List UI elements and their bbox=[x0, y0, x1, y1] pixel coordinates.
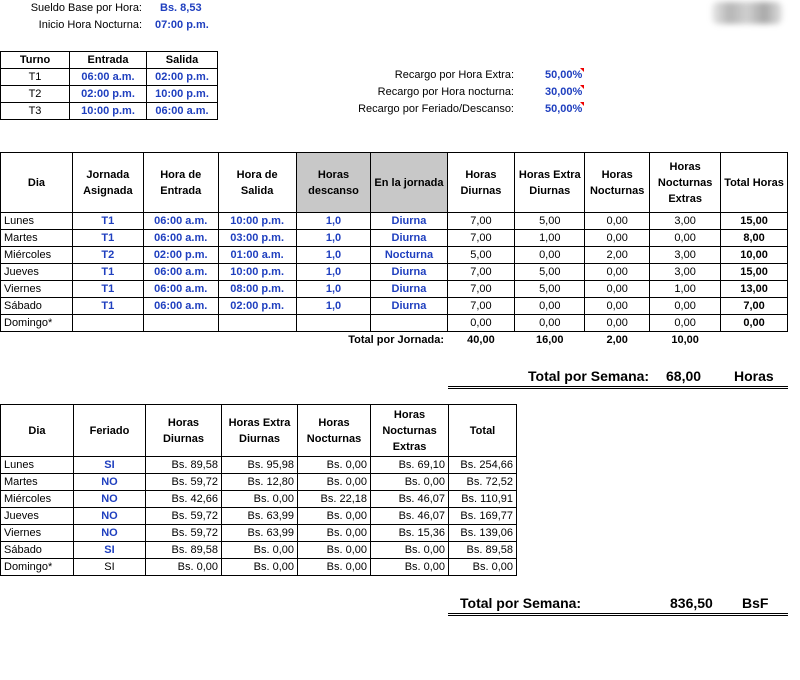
pay-cell-diurnas: Bs. 59,72 bbox=[145, 474, 221, 491]
hours-header-extra-diurnas: Horas Extra Diurnas bbox=[515, 153, 585, 213]
pay-cell-extra-diurnas: Bs. 95,98 bbox=[221, 457, 297, 474]
hours-cell-entry[interactable]: 06:00 a.m. bbox=[143, 264, 218, 281]
surcharge-night-value[interactable]: 30,00% bbox=[545, 86, 583, 98]
hours-cell-entry[interactable]: 06:00 a.m. bbox=[143, 230, 218, 247]
hours-cell-rest[interactable]: 1,0 bbox=[296, 264, 371, 281]
pay-cell-extra-diurnas: Bs. 0,00 bbox=[221, 559, 297, 576]
pay-cell-total: Bs. 89,58 bbox=[449, 542, 517, 559]
hours-row bbox=[1, 247, 788, 264]
pay-cell-day: Lunes bbox=[1, 457, 74, 474]
hours-cell-exit[interactable]: 10:00 p.m. bbox=[218, 213, 296, 230]
pay-row bbox=[1, 491, 517, 508]
hours-header-dia: Dia bbox=[1, 153, 73, 213]
pay-cell-holiday[interactable]: NO bbox=[73, 508, 145, 525]
hours-header-jornada: Jornada Asignada bbox=[72, 153, 143, 213]
hours-cell-diurnas: 5,00 bbox=[447, 247, 515, 264]
hours-header-descanso: Horas descanso bbox=[296, 153, 371, 213]
pay-cell-nocturnas-extras: Bs. 0,00 bbox=[371, 542, 449, 559]
pay-cell-holiday[interactable]: NO bbox=[73, 474, 145, 491]
pay-cell-nocturnas: Bs. 0,00 bbox=[298, 525, 371, 542]
hours-header-entrada: Hora de Entrada bbox=[143, 153, 218, 213]
hours-cell-nocturnas: 0,00 bbox=[585, 230, 650, 247]
hours-cell-extra-diurnas: 1,00 bbox=[515, 230, 585, 247]
pay-cell-total: Bs. 169,77 bbox=[449, 508, 517, 525]
hours-week-label: Total por Semana: bbox=[528, 368, 650, 384]
pay-row bbox=[1, 542, 517, 559]
hours-cell-type[interactable]: Nocturna bbox=[371, 247, 447, 264]
hours-cell-entry[interactable] bbox=[143, 315, 218, 332]
pay-cell-diurnas: Bs. 0,00 bbox=[145, 559, 221, 576]
hours-total-diurnas: 40,00 bbox=[467, 334, 495, 347]
hours-row bbox=[1, 281, 788, 298]
hours-total-nocturnas-extras: 10,00 bbox=[671, 334, 699, 347]
hours-header-nocturnas-extras: Horas Nocturnas Extras bbox=[650, 153, 721, 213]
pay-cell-day: Miércoles bbox=[1, 491, 74, 508]
base-salary-label: Sueldo Base por Hora: bbox=[30, 2, 142, 14]
hours-cell-exit[interactable]: 01:00 a.m. bbox=[218, 247, 296, 264]
pay-cell-nocturnas-extras: Bs. 0,00 bbox=[371, 559, 449, 576]
hours-header-diurnas: Horas Diurnas bbox=[447, 153, 515, 213]
pay-row bbox=[1, 508, 517, 525]
pay-cell-nocturnas: Bs. 0,00 bbox=[298, 457, 371, 474]
shift-table bbox=[0, 51, 218, 120]
pay-cell-day: Jueves bbox=[1, 508, 74, 525]
shift-row bbox=[1, 86, 218, 103]
hours-cell-rest[interactable]: 1,0 bbox=[296, 247, 371, 264]
shift-name: T3 bbox=[1, 103, 70, 120]
hours-cell-type[interactable] bbox=[371, 315, 447, 332]
hours-cell-total: 0,00 bbox=[721, 315, 788, 332]
pay-cell-nocturnas-extras: Bs. 15,36 bbox=[371, 525, 449, 542]
pay-cell-nocturnas-extras: Bs. 46,07 bbox=[371, 508, 449, 525]
surcharge-holiday-label: Recargo por Feriado/Descanso: bbox=[358, 103, 514, 115]
surcharge-extra-value[interactable]: 50,00% bbox=[545, 69, 583, 81]
pay-row bbox=[1, 457, 517, 474]
pay-cell-day: Domingo* bbox=[1, 559, 74, 576]
hours-header-salida: Hora de Salida bbox=[218, 153, 296, 213]
pay-cell-total: Bs. 72,52 bbox=[449, 474, 517, 491]
pay-cell-holiday[interactable]: NO bbox=[73, 491, 145, 508]
pay-header-total: Total bbox=[449, 405, 517, 457]
pay-cell-day: Sábado bbox=[1, 542, 74, 559]
hours-cell-entry[interactable]: 06:00 a.m. bbox=[143, 298, 218, 315]
hours-cell-total: 13,00 bbox=[721, 281, 788, 298]
pay-cell-extra-diurnas: Bs. 0,00 bbox=[221, 542, 297, 559]
pay-header-diurnas: Horas Diurnas bbox=[145, 405, 221, 457]
hours-cell-diurnas: 7,00 bbox=[447, 264, 515, 281]
shift-header-salida: Salida bbox=[147, 52, 218, 69]
hours-cell-total: 15,00 bbox=[721, 213, 788, 230]
hours-cell-extra-diurnas: 5,00 bbox=[515, 281, 585, 298]
pay-cell-extra-diurnas: Bs. 12,80 bbox=[221, 474, 297, 491]
hours-cell-exit[interactable] bbox=[218, 315, 296, 332]
pay-cell-diurnas: Bs. 59,72 bbox=[145, 525, 221, 542]
hours-cell-extra-diurnas: 0,00 bbox=[515, 298, 585, 315]
hours-cell-diurnas: 7,00 bbox=[447, 230, 515, 247]
pay-cell-nocturnas: Bs. 22,18 bbox=[298, 491, 371, 508]
hours-cell-nocturnas: 0,00 bbox=[585, 281, 650, 298]
hours-cell-type[interactable]: Diurna bbox=[371, 213, 447, 230]
hours-cell-type[interactable]: Diurna bbox=[371, 264, 447, 281]
hours-row bbox=[1, 298, 788, 315]
base-salary-value[interactable]: Bs. 8,53 bbox=[160, 2, 202, 14]
hours-total-nocturnas: 2,00 bbox=[606, 334, 628, 347]
shift-entry[interactable]: 10:00 p.m. bbox=[70, 103, 147, 120]
pay-row bbox=[1, 525, 517, 542]
hours-cell-shift[interactable]: T1 bbox=[72, 230, 143, 247]
hours-cell-day: Viernes bbox=[1, 281, 73, 298]
pay-cell-holiday[interactable]: NO bbox=[73, 525, 145, 542]
hours-cell-nocturnas-extras: 0,00 bbox=[650, 315, 721, 332]
hours-row bbox=[1, 315, 788, 332]
pay-row bbox=[1, 474, 517, 491]
pay-cell-total: Bs. 139,06 bbox=[449, 525, 517, 542]
hours-table bbox=[0, 152, 788, 349]
shift-header-turno: Turno bbox=[1, 52, 70, 69]
hours-cell-shift[interactable] bbox=[72, 315, 143, 332]
pay-cell-day: Viernes bbox=[1, 525, 74, 542]
shift-entry[interactable]: 02:00 p.m. bbox=[70, 86, 147, 103]
shift-name: T1 bbox=[1, 69, 70, 86]
hours-cell-day: Lunes bbox=[1, 213, 73, 230]
pay-header-feriado: Feriado bbox=[73, 405, 145, 457]
hours-total-extra-diurnas: 16,00 bbox=[536, 334, 564, 347]
night-start-value[interactable]: 07:00 p.m. bbox=[155, 19, 209, 31]
pay-cell-holiday[interactable]: SI bbox=[73, 542, 145, 559]
pay-header-nocturnas: Horas Nocturnas bbox=[298, 405, 371, 457]
pay-cell-diurnas: Bs. 42,66 bbox=[145, 491, 221, 508]
pay-cell-total: Bs. 254,66 bbox=[449, 457, 517, 474]
pay-cell-nocturnas-extras: Bs. 69,10 bbox=[371, 457, 449, 474]
pay-cell-nocturnas-extras: Bs. 0,00 bbox=[371, 474, 449, 491]
hours-cell-total: 10,00 bbox=[721, 247, 788, 264]
hours-cell-day: Sábado bbox=[1, 298, 73, 315]
hours-cell-type[interactable]: Diurna bbox=[371, 230, 447, 247]
hours-cell-nocturnas-extras: 1,00 bbox=[650, 281, 721, 298]
hours-cell-exit[interactable]: 02:00 p.m. bbox=[218, 298, 296, 315]
hours-cell-diurnas: 0,00 bbox=[447, 315, 515, 332]
hours-week-unit: Horas bbox=[734, 368, 774, 384]
hours-week-value: 68,00 bbox=[666, 368, 702, 384]
hours-cell-nocturnas-extras: 0,00 bbox=[650, 230, 721, 247]
shift-row bbox=[1, 69, 218, 86]
pay-cell-nocturnas: Bs. 0,00 bbox=[298, 508, 371, 525]
shift-entry[interactable]: 06:00 a.m. bbox=[70, 69, 147, 86]
pay-header-nocturnas-extras: Horas Nocturnas Extras bbox=[371, 405, 449, 457]
hours-cell-shift[interactable]: T1 bbox=[72, 281, 143, 298]
hours-cell-shift[interactable]: T1 bbox=[72, 264, 143, 281]
pay-cell-total: Bs. 110,91 bbox=[449, 491, 517, 508]
hours-cell-rest[interactable] bbox=[296, 315, 371, 332]
blurred-logo bbox=[712, 2, 782, 24]
pay-header-dia: Dia bbox=[1, 405, 74, 457]
hours-cell-total: 7,00 bbox=[721, 298, 788, 315]
pay-week-value: 836,50 bbox=[670, 595, 713, 611]
hours-row bbox=[1, 230, 788, 247]
hours-row bbox=[1, 213, 788, 230]
shift-exit[interactable]: 10:00 p.m. bbox=[147, 86, 218, 103]
pay-cell-extra-diurnas: Bs. 0,00 bbox=[221, 491, 297, 508]
hours-cell-exit[interactable]: 03:00 p.m. bbox=[218, 230, 296, 247]
hours-cell-total: 8,00 bbox=[721, 230, 788, 247]
pay-cell-nocturnas: Bs. 0,00 bbox=[298, 542, 371, 559]
hours-header-nocturnas: Horas Nocturnas bbox=[585, 153, 650, 213]
pay-cell-extra-diurnas: Bs. 63,99 bbox=[221, 525, 297, 542]
hours-cell-entry[interactable]: 02:00 p.m. bbox=[143, 247, 218, 264]
shift-name: T2 bbox=[1, 86, 70, 103]
pay-cell-holiday[interactable]: SI bbox=[73, 457, 145, 474]
comment-marker-icon[interactable] bbox=[580, 68, 584, 72]
pay-week-unit: BsF bbox=[742, 595, 769, 611]
hours-cell-exit[interactable]: 08:00 p.m. bbox=[218, 281, 296, 298]
hours-cell-nocturnas-extras: 3,00 bbox=[650, 264, 721, 281]
hours-cell-nocturnas: 0,00 bbox=[585, 298, 650, 315]
hours-cell-nocturnas-extras: 3,00 bbox=[650, 213, 721, 230]
hours-total-row bbox=[1, 332, 788, 349]
hours-cell-day: Miércoles bbox=[1, 247, 73, 264]
pay-cell-holiday[interactable]: SI bbox=[73, 559, 145, 576]
hours-header-total: Total Horas bbox=[721, 153, 788, 213]
comment-marker-icon[interactable] bbox=[580, 102, 584, 106]
hours-cell-type[interactable]: Diurna bbox=[371, 281, 447, 298]
pay-table bbox=[0, 404, 517, 576]
hours-cell-diurnas: 7,00 bbox=[447, 281, 515, 298]
hours-cell-rest[interactable]: 1,0 bbox=[296, 230, 371, 247]
comment-marker-icon[interactable] bbox=[580, 85, 584, 89]
shift-header-entrada: Entrada bbox=[70, 52, 147, 69]
hours-cell-nocturnas: 2,00 bbox=[585, 247, 650, 264]
hours-header-en-jornada: En la jornada bbox=[371, 153, 447, 213]
surcharge-holiday-value[interactable]: 50,00% bbox=[545, 103, 583, 115]
pay-cell-extra-diurnas: Bs. 63,99 bbox=[221, 508, 297, 525]
pay-header-extra-diurnas: Horas Extra Diurnas bbox=[221, 405, 297, 457]
hours-cell-rest[interactable]: 1,0 bbox=[296, 213, 371, 230]
hours-cell-entry[interactable]: 06:00 a.m. bbox=[143, 213, 218, 230]
hours-cell-exit[interactable]: 10:00 p.m. bbox=[218, 264, 296, 281]
pay-cell-diurnas: Bs. 89,58 bbox=[145, 542, 221, 559]
hours-cell-diurnas: 7,00 bbox=[447, 298, 515, 315]
hours-cell-extra-diurnas: 0,00 bbox=[515, 247, 585, 264]
pay-week-label: Total por Semana: bbox=[460, 595, 582, 611]
hours-cell-nocturnas: 0,00 bbox=[585, 315, 650, 332]
hours-cell-rest[interactable]: 1,0 bbox=[296, 281, 371, 298]
shift-exit[interactable]: 02:00 p.m. bbox=[147, 69, 218, 86]
hours-cell-extra-diurnas: 0,00 bbox=[515, 315, 585, 332]
hours-cell-shift[interactable]: T1 bbox=[72, 213, 143, 230]
pay-cell-nocturnas: Bs. 0,00 bbox=[298, 474, 371, 491]
hours-cell-shift[interactable]: T2 bbox=[72, 247, 143, 264]
hours-cell-extra-diurnas: 5,00 bbox=[515, 213, 585, 230]
shift-exit[interactable]: 06:00 a.m. bbox=[147, 103, 218, 120]
night-start-label: Inicio Hora Nocturna: bbox=[38, 19, 142, 31]
surcharge-night-label: Recargo por Hora nocturna: bbox=[377, 86, 514, 98]
hours-cell-entry[interactable]: 06:00 a.m. bbox=[143, 281, 218, 298]
hours-cell-nocturnas-extras: 0,00 bbox=[650, 298, 721, 315]
hours-cell-total: 15,00 bbox=[721, 264, 788, 281]
hours-cell-shift[interactable]: T1 bbox=[72, 298, 143, 315]
pay-cell-nocturnas-extras: Bs. 46,07 bbox=[371, 491, 449, 508]
hours-week-total bbox=[448, 366, 788, 389]
hours-cell-diurnas: 7,00 bbox=[447, 213, 515, 230]
hours-cell-nocturnas-extras: 3,00 bbox=[650, 247, 721, 264]
hours-cell-day: Jueves bbox=[1, 264, 73, 281]
pay-cell-diurnas: Bs. 59,72 bbox=[145, 508, 221, 525]
hours-cell-rest[interactable]: 1,0 bbox=[296, 298, 371, 315]
hours-cell-day: Martes bbox=[1, 230, 73, 247]
hours-cell-extra-diurnas: 5,00 bbox=[515, 264, 585, 281]
surcharge-extra-label: Recargo por Hora Extra: bbox=[394, 69, 514, 81]
pay-cell-total: Bs. 0,00 bbox=[449, 559, 517, 576]
pay-cell-day: Martes bbox=[1, 474, 74, 491]
hours-row bbox=[1, 264, 788, 281]
pay-cell-diurnas: Bs. 89,58 bbox=[145, 457, 221, 474]
hours-cell-type[interactable]: Diurna bbox=[371, 298, 447, 315]
hours-cell-day: Domingo* bbox=[1, 315, 73, 332]
hours-cell-nocturnas: 0,00 bbox=[585, 213, 650, 230]
shift-row bbox=[1, 103, 218, 120]
hours-cell-nocturnas: 0,00 bbox=[585, 264, 650, 281]
hours-total-label: Total por Jornada: bbox=[348, 334, 444, 347]
pay-week-total bbox=[448, 593, 788, 616]
pay-cell-nocturnas: Bs. 0,00 bbox=[298, 559, 371, 576]
pay-row bbox=[1, 559, 517, 576]
